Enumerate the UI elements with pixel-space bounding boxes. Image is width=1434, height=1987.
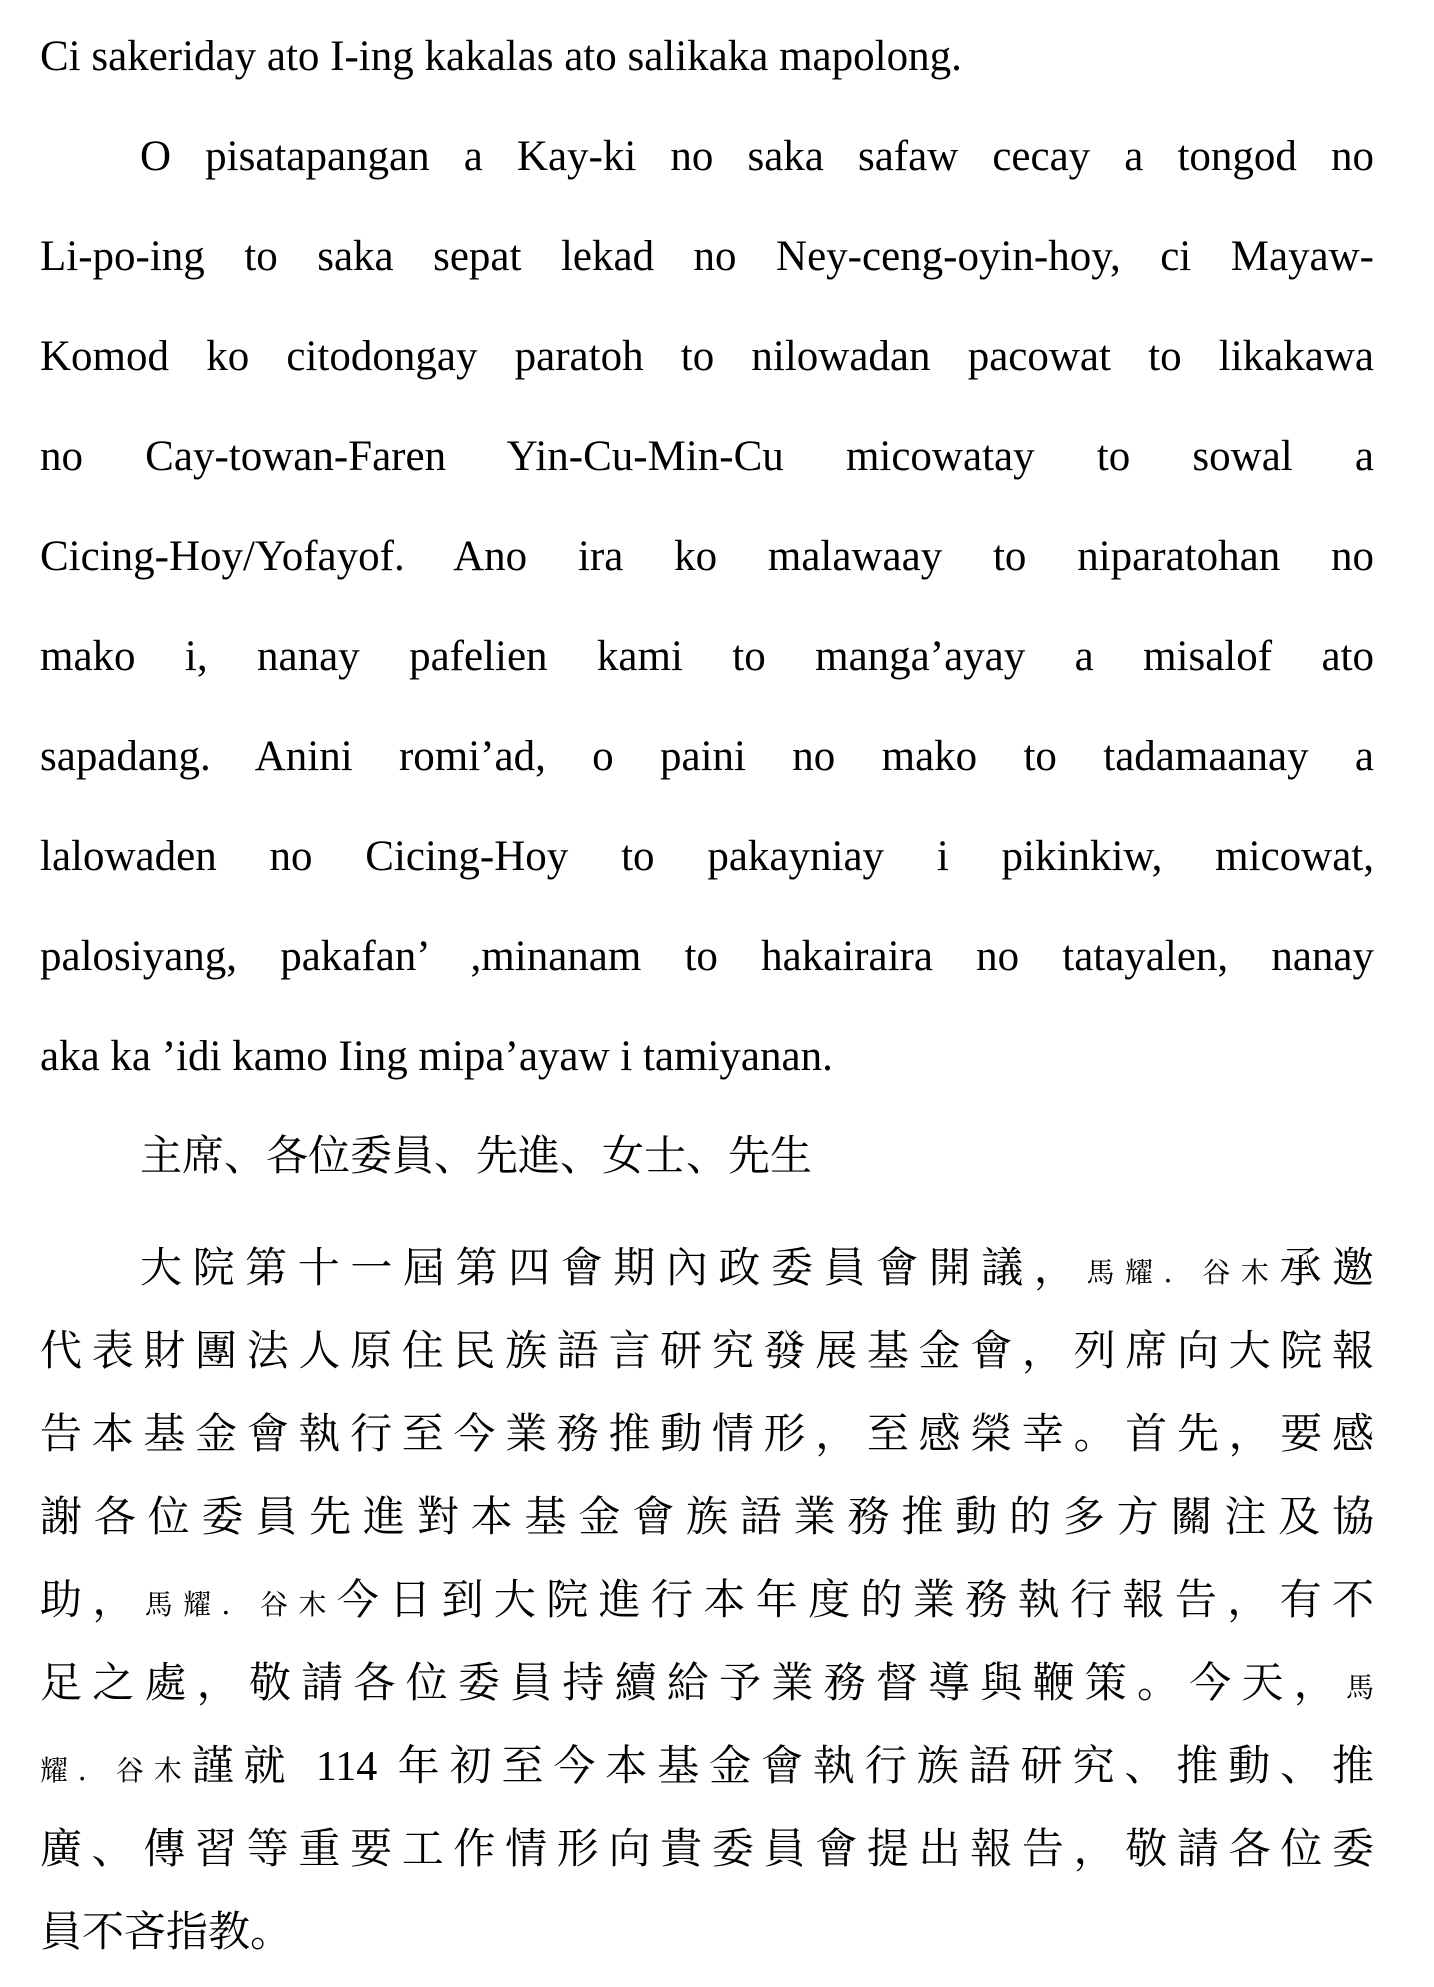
paragraph-line: [40, 1742, 1374, 1797]
text: 助，: [40, 1578, 145, 1624]
text: 承邀: [1279, 1246, 1374, 1292]
paragraph-line: Ci sakeriday ato I-ing kakalas ato salikaka mapolong.: [40, 33, 962, 80]
paragraph-line: O pisatapangan a Kay-ki no saka safaw cecay a tongod no: [140, 133, 1374, 180]
paragraph-line: Cicing-Hoy/Yofayof. Ano ira ko malawaay to niparatohan no: [40, 533, 1374, 580]
speaker-name: 耀．谷木: [40, 1756, 192, 1787]
salutation: 主席、各位委員、先進、女士、先生: [140, 1134, 813, 1180]
paragraph-line: mako i, nanay pafelien kami to manga’ayay a misalof ato: [40, 633, 1374, 680]
paragraph-line: 代表財團法人原住民族語言研究發展基金會，列席向大院報: [40, 1329, 1374, 1375]
paragraph-line: 告本基金會執行至今業務推動情形，至感榮幸。首先，要感: [40, 1412, 1374, 1458]
paragraph-line: 謝各位委員先進對本基金會族語業務推動的多方關注及協: [40, 1495, 1374, 1541]
paragraph-line: palosiyang, pakafan’ ,minanam to hakairaira no tatayalen, nanay: [40, 933, 1374, 980]
text: 謹就 114 年初至今本基金會執行族語研究、推動、推: [191, 1744, 1374, 1790]
paragraph-line: Komod ko citodongay paratoh to nilowadan pacowat to likakawa: [40, 333, 1374, 380]
text: 今日到大院進行本年度的業務執行報告，有不: [336, 1578, 1374, 1624]
paragraph-line: [40, 1576, 1374, 1631]
paragraph-line: [140, 1244, 1374, 1299]
text: 大院第十一屆第四會期內政委員會開議，: [140, 1246, 1087, 1292]
paragraph-line: 員不吝指教。: [40, 1910, 293, 1956]
paragraph-line: no Cay-towan-Faren Yin-Cu-Min-Cu micowatay to sowal a: [40, 433, 1374, 480]
paragraph-line: lalowaden no Cicing-Hoy to pakayniay i pikinkiw, micowat,: [40, 833, 1374, 880]
speaker-name: 馬耀．谷木: [1086, 1258, 1280, 1289]
paragraph-line: aka ka ’idi kamo Iing mipa’ayaw i tamiyanan.: [40, 1033, 833, 1080]
text: 足之處，敬請各位委員持續給予業務督導與鞭策。今天，: [40, 1661, 1346, 1707]
paragraph-line: Li-po-ing to saka sepat lekad no Ney-ceng-oyin-hoy, ci Mayaw-: [40, 233, 1374, 280]
paragraph-line: 廣、傳習等重要工作情形向貴委員會提出報告，敬請各位委: [40, 1827, 1374, 1873]
speaker-name: 馬耀．谷木: [144, 1590, 337, 1621]
speaker-name: 馬: [1345, 1673, 1374, 1704]
paragraph-line: [40, 1659, 1374, 1714]
paragraph-line: sapadang. Anini romi’ad, o paini no mako to tadamaanay a: [40, 733, 1374, 780]
